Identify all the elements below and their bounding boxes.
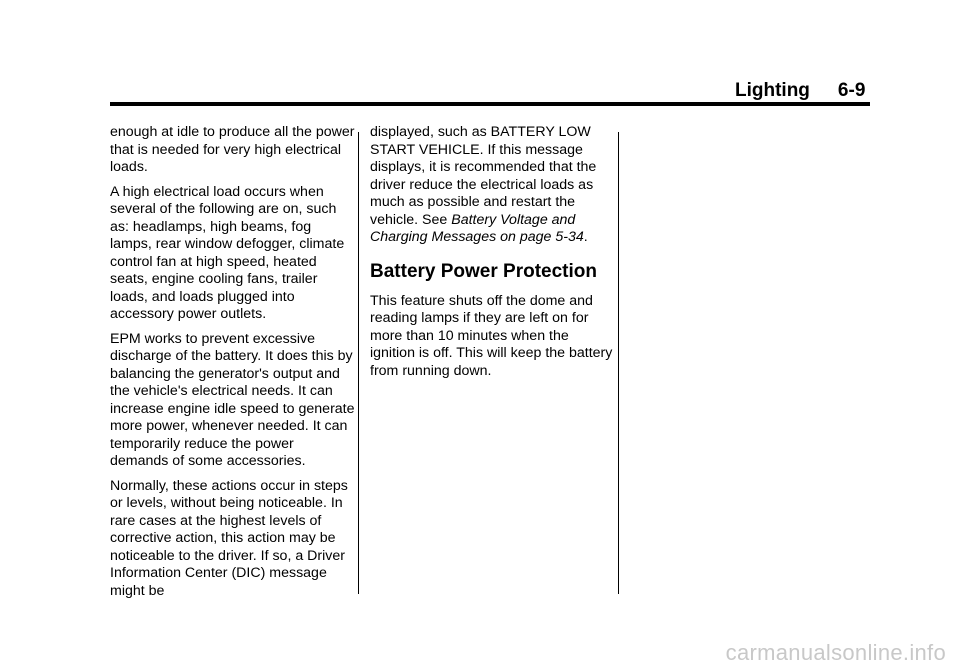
paragraph <box>370 124 615 247</box>
watermark: carmanualsonline.info <box>725 640 946 665</box>
column-divider <box>358 132 359 594</box>
paragraph-end: . <box>583 229 588 245</box>
paragraph: Normally, these actions occur in steps or levels, without being noticeable. In rare cases at the highest levels of corrective action, this action may be noticeable to the driver. If so, a Driver Information Center (DIC) message might be <box>110 477 348 599</box>
paragraph: This feature shuts off the dome and reading lamps if they are left on for more than 10 minutes when the ignition is off. This will keep the battery from running down. <box>370 292 613 379</box>
page-header <box>735 80 875 102</box>
header-rule <box>110 102 870 106</box>
paragraph: enough at idle to produce all the power that is needed for very high electrical loads. <box>110 124 355 175</box>
page-number: 6-9 <box>837 80 866 101</box>
paragraph-text: displayed, such as BATTERY LOW START VEHICLE. If this message displays, it is recommended that the driver reduce the electrical loads as much as possible and restart the vehicle. See <box>370 124 597 228</box>
column-left <box>110 124 355 607</box>
section-heading: Battery Power Protection <box>370 260 597 282</box>
section-title: Lighting <box>735 80 810 101</box>
cross-reference-link[interactable]: Battery Voltage and Charging Messages on page 5-34 <box>370 211 584 245</box>
paragraph: EPM works to prevent excessive discharge of the battery. It does this by balancing the generator's output and the vehicle's electrical needs. It can increase engine idle speed to generate more power, whenever needed. It can temporarily reduce the power demands of some accessories. <box>110 330 355 469</box>
column-middle <box>370 124 615 387</box>
paragraph: A high electrical load occurs when several of the following are on, such as: headlamps, high beams, fog lamps, rear window defogger, climate control fan at high speed, heated seats, engine cooling fans, trailer loads, and loads plugged into accessory power outlets. <box>110 183 345 322</box>
column-divider <box>618 132 619 594</box>
